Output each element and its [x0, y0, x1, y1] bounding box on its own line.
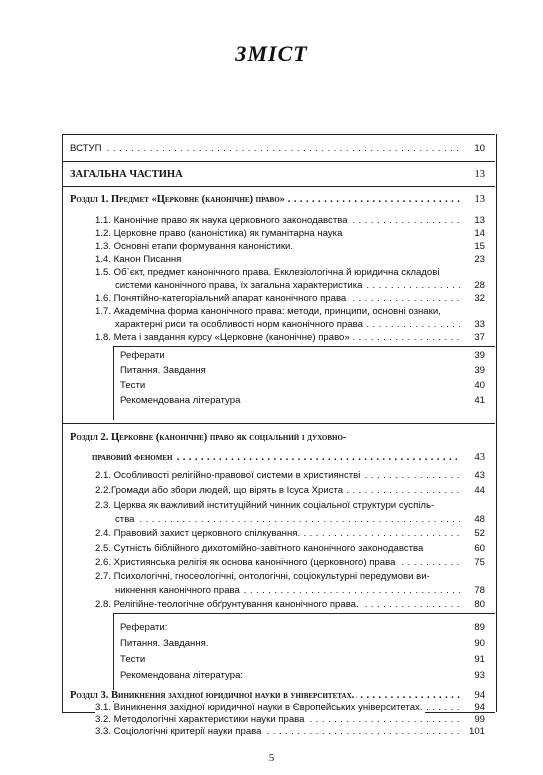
- toc-item[interactable]: 3.2. Методологічні характеристики науки права . . .: [95, 714, 460, 725]
- toc-page: 43: [474, 452, 485, 463]
- toc-page: 94: [474, 690, 485, 701]
- toc-item[interactable]: 2.1. Особливості релігійно-правової системи в християнстві . . .: [95, 470, 460, 481]
- toc-page: 13: [474, 169, 485, 180]
- toc-page: 75: [474, 557, 485, 568]
- page-title: ЗМІСТ: [235, 41, 308, 66]
- toc-page: 10: [474, 143, 485, 154]
- toc-page: 39: [474, 365, 485, 376]
- toc-item[interactable]: 1.7. Академічна форма канонічного права: методи, принципи, основні ознаки,: [95, 306, 441, 317]
- toc-item-continued[interactable]: ства . . .: [115, 514, 460, 525]
- toc-page: 15: [474, 241, 485, 252]
- toc-page: 13: [474, 194, 485, 205]
- toc-page: 14: [474, 228, 485, 239]
- toc-page: 94: [474, 702, 485, 713]
- toc-item[interactable]: 2.3. Церква як важливий інституційний чинник соціальної структури суспіль-: [95, 500, 435, 511]
- toc-page: 90: [474, 638, 485, 649]
- toc-extra[interactable]: Питання. Завдання: [120, 365, 206, 376]
- toc-extra[interactable]: Рекомендована література:: [120, 670, 244, 681]
- toc-page: 91: [474, 654, 485, 665]
- toc-section-2-heading-continued[interactable]: правовий феномен . . .: [92, 452, 460, 463]
- toc-entry-general[interactable]: ЗАГАЛЬНА ЧАСТИНА: [70, 169, 183, 180]
- toc-item[interactable]: 1.1. Канонічне право як наука церковного законодавства . . .: [95, 215, 460, 226]
- toc-item[interactable]: 3.3. Соціологічні критерії науки права . . .: [95, 726, 460, 737]
- toc-extra[interactable]: Тести: [120, 380, 146, 391]
- toc-item[interactable]: 1.6. Понятійно-категоріальний апарат канонічного права . . .: [95, 293, 460, 304]
- toc-page: 28: [474, 280, 485, 291]
- toc-extra[interactable]: Тести: [120, 654, 146, 665]
- toc-page: 101: [468, 726, 485, 737]
- toc-item[interactable]: 1.3. Основні етапи формування каноністики.: [95, 241, 294, 252]
- divider: [113, 346, 114, 420]
- toc-extra[interactable]: Питання. Завдання.: [120, 638, 209, 649]
- divider: [113, 346, 495, 347]
- toc-page: 78: [474, 585, 485, 596]
- toc-page: 99: [474, 714, 485, 725]
- toc-item[interactable]: 1.8. Мета і завдання курсу «Церковне (канонічне) право» . . .: [95, 332, 460, 343]
- toc-section-1-heading[interactable]: Розділ 1. Предмет «Церковне (канонічне) право» . . .: [70, 194, 460, 205]
- toc-item-continued[interactable]: характерні риси та особливості норм канонічного права . . .: [115, 319, 460, 330]
- toc-item[interactable]: 2.6. Християнська релігія як основа канонічного (церковного) права . . .: [95, 557, 460, 568]
- toc-page: 32: [474, 293, 485, 304]
- toc-page: 89: [474, 622, 485, 633]
- toc-item[interactable]: 2.7. Психологічні, гносеологічні, онтологічні, соціокультурні передумови ви-: [95, 571, 430, 582]
- toc-item[interactable]: 2.5. Сутність біблійного дихотомійно-завітного канонічного законодавства: [95, 543, 424, 554]
- toc-page: 52: [474, 528, 485, 539]
- toc-item[interactable]: 1.4. Канон Писання: [95, 254, 182, 265]
- toc-entry-intro[interactable]: ВСТУП . . .: [70, 143, 460, 154]
- toc-page: 93: [474, 670, 485, 681]
- toc-item[interactable]: 2.4. Правовий захист церковного спілкування. . . .: [95, 528, 460, 539]
- toc-section-2-heading[interactable]: Розділ 2. Церковне (канонічне) право як соціальний і духовно-: [70, 432, 347, 443]
- toc-item[interactable]: 3.1. Виникнення західної юридичної науки в Європейських університетах. . . .: [95, 702, 460, 713]
- toc-section-3-heading[interactable]: Розділ 3. Виникнення західної юридичної науки в університетах. . . .: [70, 690, 460, 701]
- toc-extra[interactable]: Реферати: [120, 350, 165, 361]
- toc-item[interactable]: 2.8. Релігійне-теологічне обґрунтування канонічного права. . . .: [95, 599, 460, 610]
- toc-page: 48: [474, 514, 485, 525]
- toc-item-continued[interactable]: системи канонічного права, їх загальна характеристика . . .: [115, 280, 460, 291]
- toc-page: 37: [474, 332, 485, 343]
- toc-page: 33: [474, 319, 485, 330]
- toc-page: 40: [474, 380, 485, 391]
- toc-item[interactable]: 1.2. Церковне право (каноністика) як гуманітарна наука: [95, 228, 343, 239]
- toc-page: 41: [474, 395, 485, 406]
- toc-extra[interactable]: Рекомендована література: [120, 395, 241, 406]
- toc-page: 80: [474, 599, 485, 610]
- toc-item[interactable]: 1.5. Об`єкт, предмет канонічного права. Екклезіологічна й юридична складові: [95, 267, 440, 278]
- toc-page: 23: [474, 254, 485, 265]
- toc-page: 43: [474, 470, 485, 481]
- toc-page: 60: [474, 543, 485, 554]
- toc-item[interactable]: 2.2.Громади або збори людей, що вірять в Ісуса Христа . . .: [95, 485, 460, 496]
- toc-page: 44: [474, 485, 485, 496]
- toc-item-continued[interactable]: никнення канонічного права . . .: [115, 585, 460, 596]
- toc-page: 13: [474, 215, 485, 226]
- toc-extra[interactable]: Реферати:: [120, 622, 168, 633]
- divider: [113, 613, 495, 614]
- toc-page: 39: [474, 350, 485, 361]
- page-number: 5: [268, 752, 275, 764]
